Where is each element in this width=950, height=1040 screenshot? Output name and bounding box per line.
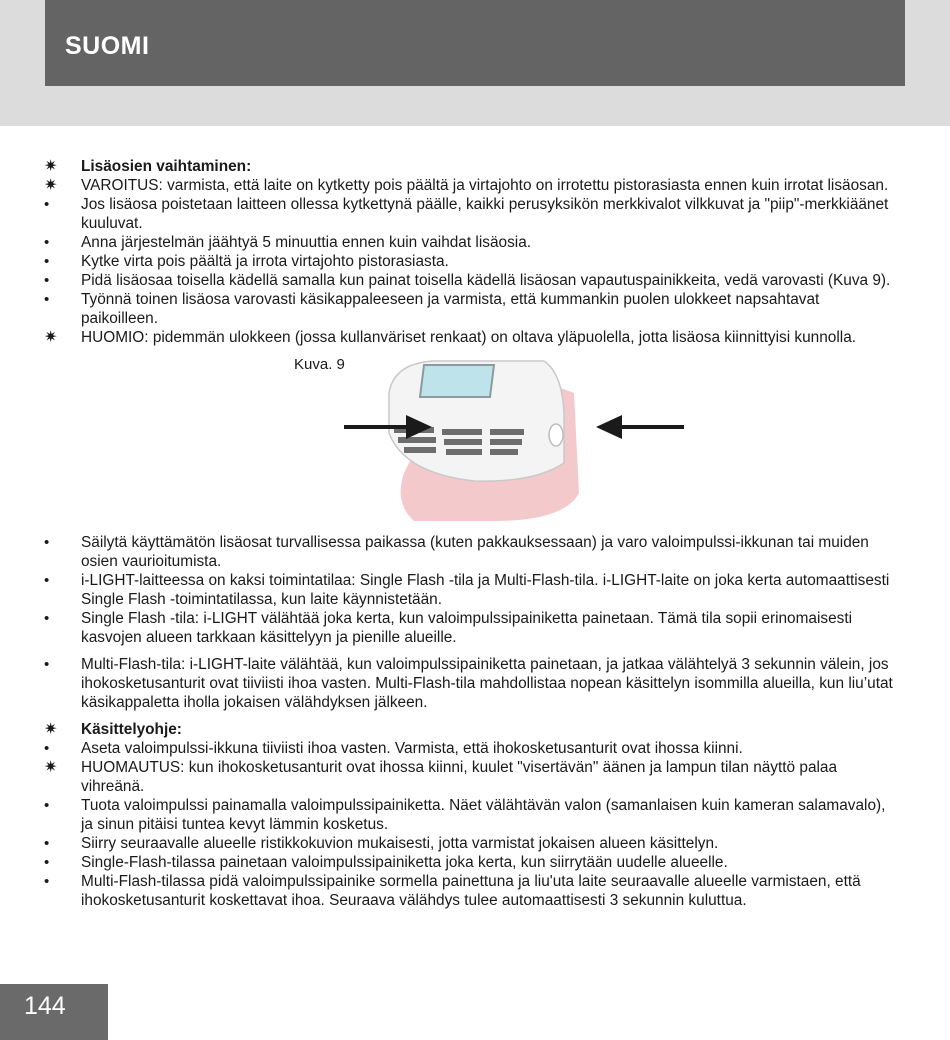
list-item-text: Anna järjestelmän jäähtyä 5 minuuttia ennen kuin vaihdat lisäosia. — [81, 234, 532, 251]
bullet-icon: • — [44, 234, 50, 251]
list-item — [44, 720, 894, 739]
list-item — [44, 796, 894, 834]
sun-icon: ✷ — [44, 158, 58, 175]
bullet-icon: • — [44, 272, 50, 289]
page-number-box — [0, 984, 108, 1040]
list-item-text: VAROITUS: varmista, että laite on kytketty pois päältä ja virtajohto on irrotettu pistorasiasta ennen kuin irrotat lisäosan. — [81, 177, 889, 194]
bullet-icon: • — [44, 797, 50, 814]
section-header — [45, 0, 905, 86]
list-item — [44, 233, 894, 252]
list-item-text: Multi-Flash-tila: i-LIGHT-laite välähtää, kun valoimpulssipainiketta painetaan, ja jatkaa välähtelyä 3 sekunnin välein, jos ihokosketusanturit ovat tiiviisti ihoa vasten. Multi-Flash-tila mahdollistaa nopean käsittelyn isommilla alueilla, kun liu’utat käsikappaletta iholla jokaisen välähdyksen jälkeen. — [81, 656, 893, 711]
list-item-text: Tuota valoimpulssi painamalla valoimpulssipainiketta. Näet välähtävän valon (samanlaisen kuin kameran salamavalo), ja sinun pitäisi tuntea kevyt lämmin kosketus. — [81, 797, 886, 833]
list-item — [44, 195, 894, 233]
list-item — [44, 328, 894, 347]
bullet-icon: • — [44, 253, 50, 270]
bullet-icon: • — [44, 873, 50, 890]
list-item — [44, 758, 894, 796]
modes-section — [44, 533, 894, 647]
bullet-icon: • — [44, 740, 50, 757]
page-number: 144 — [24, 992, 66, 1020]
list-item-text: Multi-Flash-tilassa pidä valoimpulssipainike sormella painettuna ja liu'uta laite seuraavalle alueelle varmistaen, että ihokosketusanturit koskettavat ihoa. Seuraava välähdys tulee automaattisesti 3 sekunnin kuluttua. — [81, 873, 861, 909]
list-item — [44, 853, 894, 872]
list-item-text: i-LIGHT-laitteessa on kaksi toimintatilaa: Single Flash -tila ja Multi-Flash-tila. i-LIGHT-laite on joka kerta automaattisesti Single Flash -toimintatilassa, kun laite käynnistetään. — [81, 572, 890, 608]
bullet-icon: • — [44, 656, 50, 673]
language-title: SUOMI — [65, 32, 150, 60]
list-item-text: Kytke virta pois päältä ja irrota virtajohto pistorasiasta. — [81, 253, 449, 270]
list-item — [44, 655, 894, 712]
list-item — [44, 834, 894, 853]
list-item-text: Single Flash -tila: i-LIGHT välähtää joka kerta, kun valoimpulssipainiketta painetaan. Tämä tila sopii erinomaisesti kasvojen alueen tarkkaan käsittelyyn ja pienille alueille. — [81, 610, 853, 646]
list-item-text: Single-Flash-tilassa painetaan valoimpulssipainiketta joka kerta, kun siirrytään uudelle alueelle. — [81, 854, 728, 871]
list-item-text: Siirry seuraavalle alueelle ristikkokuvion mukaisesti, jotta varmistat jokaisen alueen käsittelyn. — [81, 835, 719, 852]
list-item — [44, 252, 894, 271]
list-item — [44, 609, 894, 647]
list-item-text: Aseta valoimpulssi-ikkuna tiiviisti ihoa vasten. Varmista, että ihokosketusanturit ovat ihossa kiinni. — [81, 740, 743, 757]
bullet-icon: • — [44, 610, 50, 627]
list-item — [44, 157, 894, 176]
treatment-section — [44, 720, 894, 910]
release-button — [549, 424, 563, 446]
list-item-text: Työnnä toinen lisäosa varovasti käsikappaleeseen ja varmista, että kummankin puolen ulokkeet napsahtavat paikoilleen. — [81, 291, 820, 327]
bullet-icon: • — [44, 534, 50, 551]
list-item — [44, 176, 894, 195]
arrow-right-icon — [596, 415, 684, 439]
list-item-text: Jos lisäosa poistetaan laitteen ollessa kytkettynä päälle, kaikki perusyksikön merkkivalot vilkkuvat ja "piip"-merkkiäänet kuuluvat. — [81, 196, 889, 232]
list-item-text: Pidä lisäosaa toisella kädellä samalla kun painat toisella kädellä lisäosan vapautuspainikkeita, vedä varovasti (Kuva 9). — [81, 272, 891, 289]
figure-9 — [44, 353, 894, 521]
bullet-icon: • — [44, 835, 50, 852]
figure-caption: Kuva. 9 — [294, 356, 345, 373]
page-content — [44, 157, 894, 910]
replacement-section — [44, 157, 894, 347]
bullet-icon: • — [44, 854, 50, 871]
list-item — [44, 290, 894, 328]
list-item-text: Säilytä käyttämätön lisäosat turvallisessa paikassa (kuten pakkauksessaan) ja varo valoimpulssi-ikkunan tai muiden osien vaurioitumista. — [81, 534, 869, 570]
list-item-text: HUOMIO: pidemmän ulokkeen (jossa kullanväriset renkaat) on oltava yläpuolella, jotta lisäosa kiinnittyisi kunnolla. — [81, 329, 857, 346]
sun-icon: ✷ — [44, 759, 58, 776]
bullet-icon: • — [44, 196, 50, 213]
sun-icon: ✷ — [44, 721, 58, 738]
list-item — [44, 271, 894, 290]
list-item-text: Käsittelyohje: — [81, 721, 182, 738]
bullet-icon: • — [44, 572, 50, 589]
list-item-text: Lisäosien vaihtaminen: — [81, 158, 252, 175]
list-item — [44, 533, 894, 571]
list-item — [44, 872, 894, 910]
multi-flash-section — [44, 655, 894, 712]
sun-icon: ✷ — [44, 177, 58, 194]
device-illustration — [294, 353, 694, 521]
sun-icon: ✷ — [44, 329, 58, 346]
list-item-text: HUOMAUTUS: kun ihokosketusanturit ovat ihossa kiinni, kuulet "visertävän" äänen ja lampun tilan näyttö palaa vihreänä. — [81, 759, 838, 795]
light-window — [420, 365, 494, 397]
bullet-icon: • — [44, 291, 50, 308]
list-item — [44, 739, 894, 758]
list-item — [44, 571, 894, 609]
